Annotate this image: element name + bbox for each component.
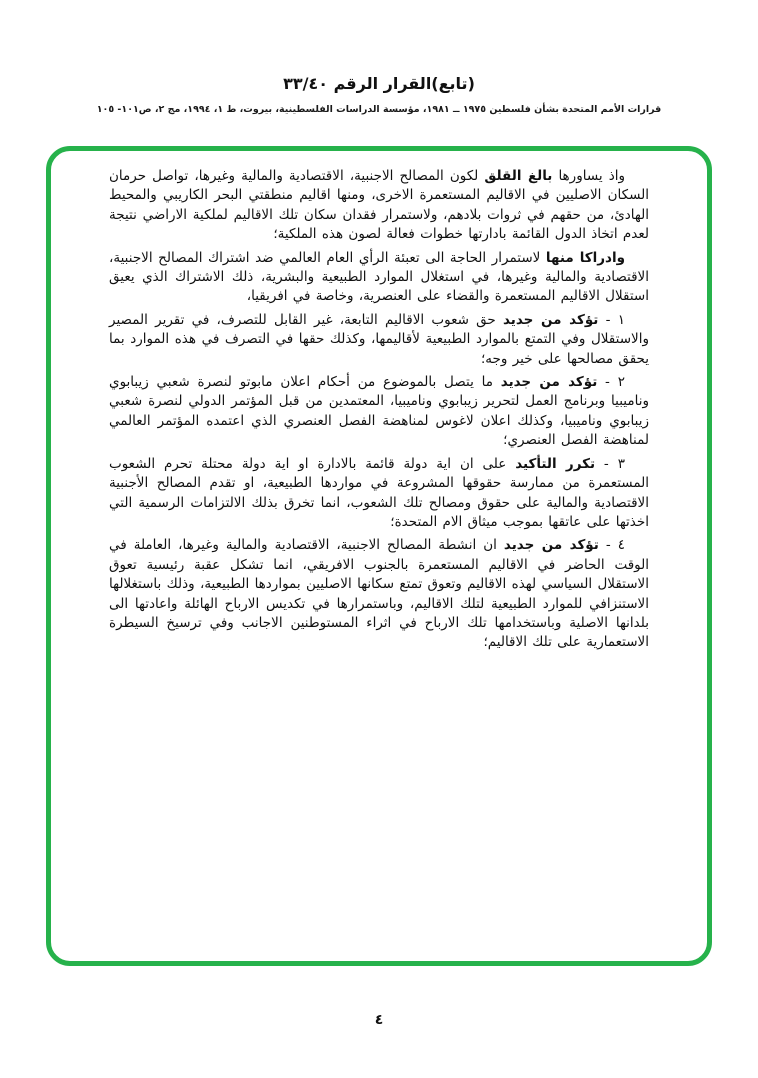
paragraph-number: ٤ - — [598, 537, 625, 554]
paragraph-text: ان انشطة المصالح الاجنبية، الاقتصادية والمالية وغيرها، العاملة في الوقت الحاضر في الاقاليم المستعمرة بالجنوب الافريقي، انما تشكل عقبة رئيسية تعوق الاستقلال السياسي لهذه الاقاليم وتعوق تمتع سكانها الاصليين بمواردها الطبيعية، وذلك باستغلالها الاستنزافي للموارد الطبيعية لتلك الاقاليم، وباستمرارها في تكديس الارباح الهائلة واعادتها الى بلدانها الاصلية وباستخدامها تلك الارباح في اثراء المستوطنين الاجانب وفي ترسيخ السيطرة الاستعمارية على تلك الاقاليم؛ — [109, 537, 649, 651]
paragraph-text: ما يتصل بالموضوع من أحكام اعلان مابوتو لنصرة شعبي زيبابوي وناميبيا وبرنامج العمل لتحرير زيبابوي وناميبيا، المعتمدين من قبل المؤتمر الدولي لنصرة شعبي زيبابوي وناميبيا، وكذلك اعلان لاغوس لمناهضة الفصل العنصري الذي اعتمده المؤتمر العالمي لمناهضة الفصل العنصري؛ — [109, 374, 649, 449]
paragraph-bold-text: تؤكد من جديد — [500, 374, 598, 391]
paragraph-bold-text: تؤكد من جديد — [502, 311, 599, 328]
paragraph-text: لكون المصالح الاجنبية، الاقتصادية والمالية وغيرها، تواصل حرمان السكان الاصليين في الاقاليم المستعمرة الاخرى، ومنها اقاليم منطقتي البحر الكاريبي والمحيط الهادئ، من حقهم في ثروات بلادهم، ولاستمرار فقدان سكان تلك الاقاليم لملكية الاراضي نتيجة لعدم اتخاذ الدول القائمة بادارتها خطوات فعالة لصون هذه الملكية؛ — [109, 168, 649, 243]
paragraph-bold-text: تكرر التأكيد — [515, 455, 596, 472]
paragraph-text: واذ يساورها — [552, 168, 625, 184]
operative-paragraph-3 — [109, 455, 649, 533]
operative-paragraph-1 — [109, 311, 649, 369]
paragraph-number: ٢ - — [597, 374, 625, 391]
paragraph-bold-text: تؤكد من جديد — [503, 537, 599, 554]
preambular-paragraph-1 — [109, 167, 649, 245]
paragraph-bold-text: وادراكا منها — [545, 249, 625, 266]
paragraph-text: على ان اية دولة قائمة بالادارة او اية دولة محتلة تحرم الشعوب المستعمرة من ممارسة حقوقها المشروعة في مواردها الطبيعية، او تقدم المصالح الأجنبية الاقتصادية والمالية على حقوق ومصالح تلك الشعوب، انما تخرق بذلك الالتزامات الرسمية التي اخذتها على عاتقها بموجب ميثاق الام المتحدة؛ — [109, 455, 649, 530]
content-frame — [46, 146, 712, 966]
paragraph-bold-text: بالغ القلق — [484, 168, 553, 184]
operative-paragraph-2 — [109, 373, 649, 451]
paragraph-number: ١ - — [598, 311, 625, 328]
preambular-paragraph-2 — [109, 249, 649, 307]
source-citation: قرارات الأمم المتحدة بشأن فلسطين ١٩٧٥ ــ ١٩٨١، مؤسسة الدراسات الفلسطينية، بيروت، ط ١، ١٩٩٤، مج ٢، ص١٠١- ١٠٥ — [96, 104, 662, 115]
paragraph-text: لاستمرار الحاجة الى تعبئة الرأي العام العالمي ضد اشتراك المصالح الاجنبية، الاقتصادية والمالية وغيرها، في استغلال الموارد الطبيعية والبشرية، ذلك الاشتراك الذي يعيق استقلال الاقاليم المستعمرة والقضاء على العنصرية، وخاصة في افريقيا، — [109, 249, 649, 305]
operative-paragraph-4 — [109, 536, 649, 652]
paragraph-number: ٣ - — [595, 455, 625, 472]
document-title: (تابع)القرار الرقم ٣٣/٤٠ — [283, 74, 475, 93]
paragraph-text: حق شعوب الاقاليم التابعة، غير القابل للتصرف، في تقرير المصير والاستقلال وفي التمتع بالموارد الطبيعية لأقاليمها، وكذلك حقها في التصرف في هذه الموارد بما يحقق مصالحها على خير وجه؛ — [109, 311, 649, 367]
page-number: ٤ — [374, 1012, 384, 1028]
